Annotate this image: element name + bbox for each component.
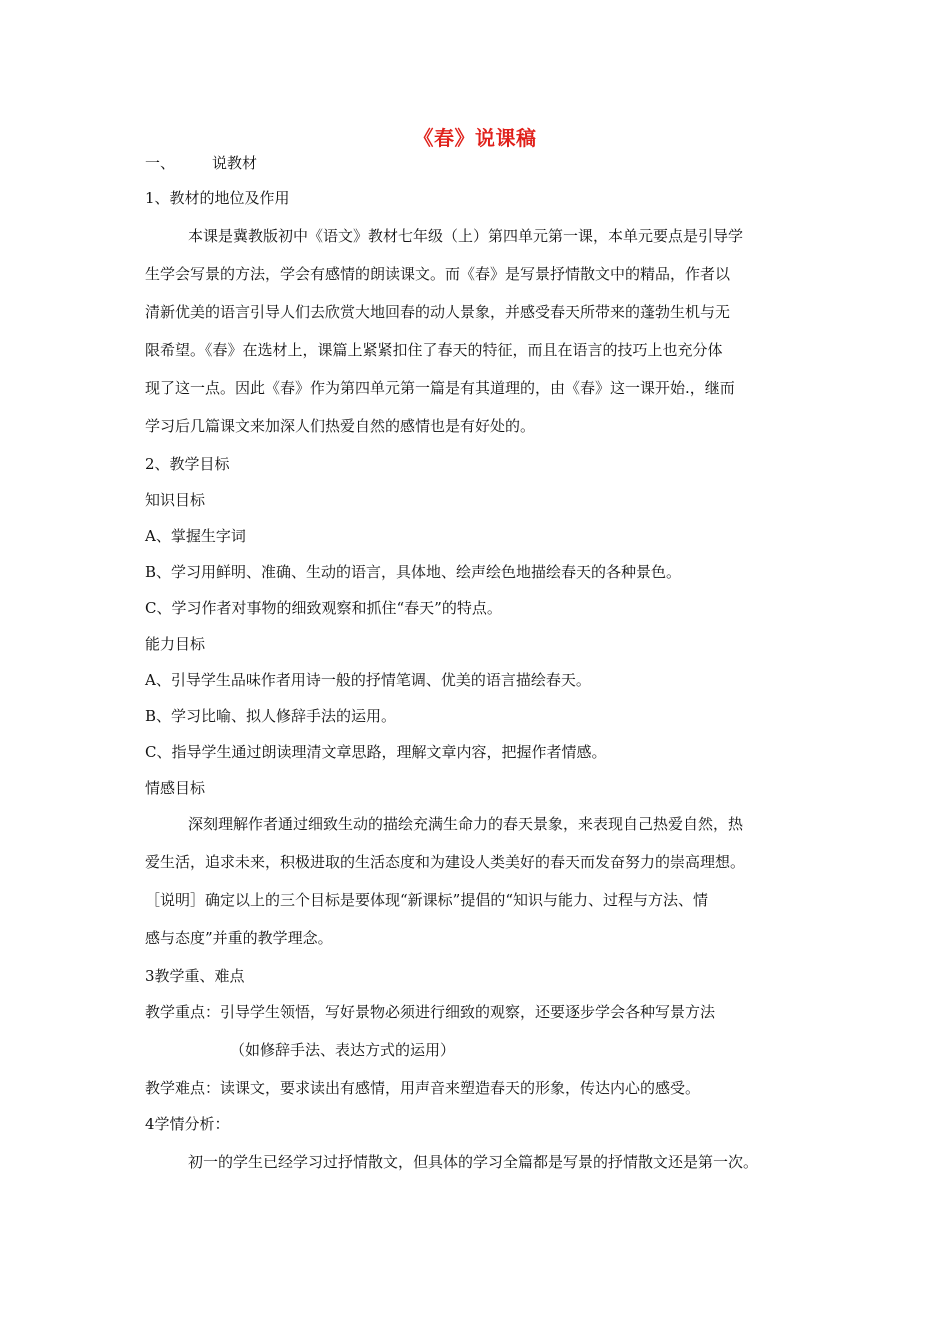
list-item: A、掌握生字词 — [145, 527, 246, 545]
note-line: 感与态度”并重的教学理念。 — [145, 929, 333, 947]
list-item: C、学习作者对事物的细致观察和抓住“春天”的特点。 — [145, 599, 502, 617]
subsection-heading: 4学情分析： — [145, 1115, 230, 1133]
paragraph-line: 爱生活，追求未来，积极进取的生活态度和为建设人类美好的春天而发奋努力的崇高理想。 — [145, 853, 746, 871]
goal-heading: 能力目标 — [145, 635, 206, 653]
list-item: C、指导学生通过朗读理清文章思路，理解文章内容，把握作者情感。 — [145, 743, 607, 761]
goal-heading: 情感目标 — [145, 779, 206, 797]
section-heading: 说教材 — [212, 154, 258, 172]
paragraph-line: 初一的学生已经学习过抒情散文，但具体的学习全篇都是写景的抒情散文还是第一次。 — [188, 1153, 759, 1171]
key-point: 教学重点：引导学生领悟，写好景物必须进行细致的观察，还要逐步学会各种写景方法 — [145, 1003, 716, 1021]
list-item: B、学习比喻、拟人修辞手法的运用。 — [145, 707, 397, 725]
paragraph-line: 现了这一点。因此《春》作为第四单元第一篇是有其道理的，由《春》这一课开始.，继而 — [145, 379, 735, 397]
paragraph-line: 清新优美的语言引导人们去欣赏大地回春的动人景象，并感受春天所带来的蓬勃生机与无 — [145, 303, 731, 321]
paragraph-line: 本课是冀教版初中《语文》教材七年级（上）第四单元第一课，本单元要点是引导学 — [188, 227, 744, 245]
note-line: ［说明］确定以上的三个目标是要体现“新课标”提倡的“知识与能力、过程与方法、情 — [145, 891, 709, 909]
subsection-heading: 3教学重、难点 — [145, 967, 245, 985]
subsection-heading: 1、教材的地位及作用 — [145, 189, 290, 207]
paragraph-line: 深刻理解作者通过细致生动的描绘充满生命力的春天景象，来表现自己热爱自然，热 — [188, 815, 744, 833]
paragraph-line: 生学会写景的方法，学会有感情的朗读课文。而《春》是写景抒情散文中的精品，作者以 — [145, 265, 731, 283]
subsection-heading: 2、教学目标 — [145, 455, 230, 473]
document-title: 《春》说课稿 — [413, 126, 537, 150]
list-item: B、学习用鲜明、准确、生动的语言，具体地、绘声绘色地描绘春天的各种景色。 — [145, 563, 682, 581]
difficult-point: 教学难点：读课文，要求读出有感情，用声音来塑造春天的形象，传达内心的感受。 — [145, 1079, 701, 1097]
paragraph-line: 限希望。《春》在选材上，课篇上紧紧扣住了春天的特征，而且在语言的技巧上也充分体 — [145, 341, 723, 359]
key-point-detail: （如修辞手法、表达方式的运用） — [230, 1041, 456, 1059]
goal-heading: 知识目标 — [145, 491, 206, 509]
list-item: A、引导学生品味作者用诗一般的抒情笔调、优美的语言描绘春天。 — [145, 671, 591, 689]
section-number: 一、 — [145, 154, 176, 172]
paragraph-line: 学习后几篇课文来加深人们热爱自然的感情也是有好处的。 — [145, 417, 536, 435]
